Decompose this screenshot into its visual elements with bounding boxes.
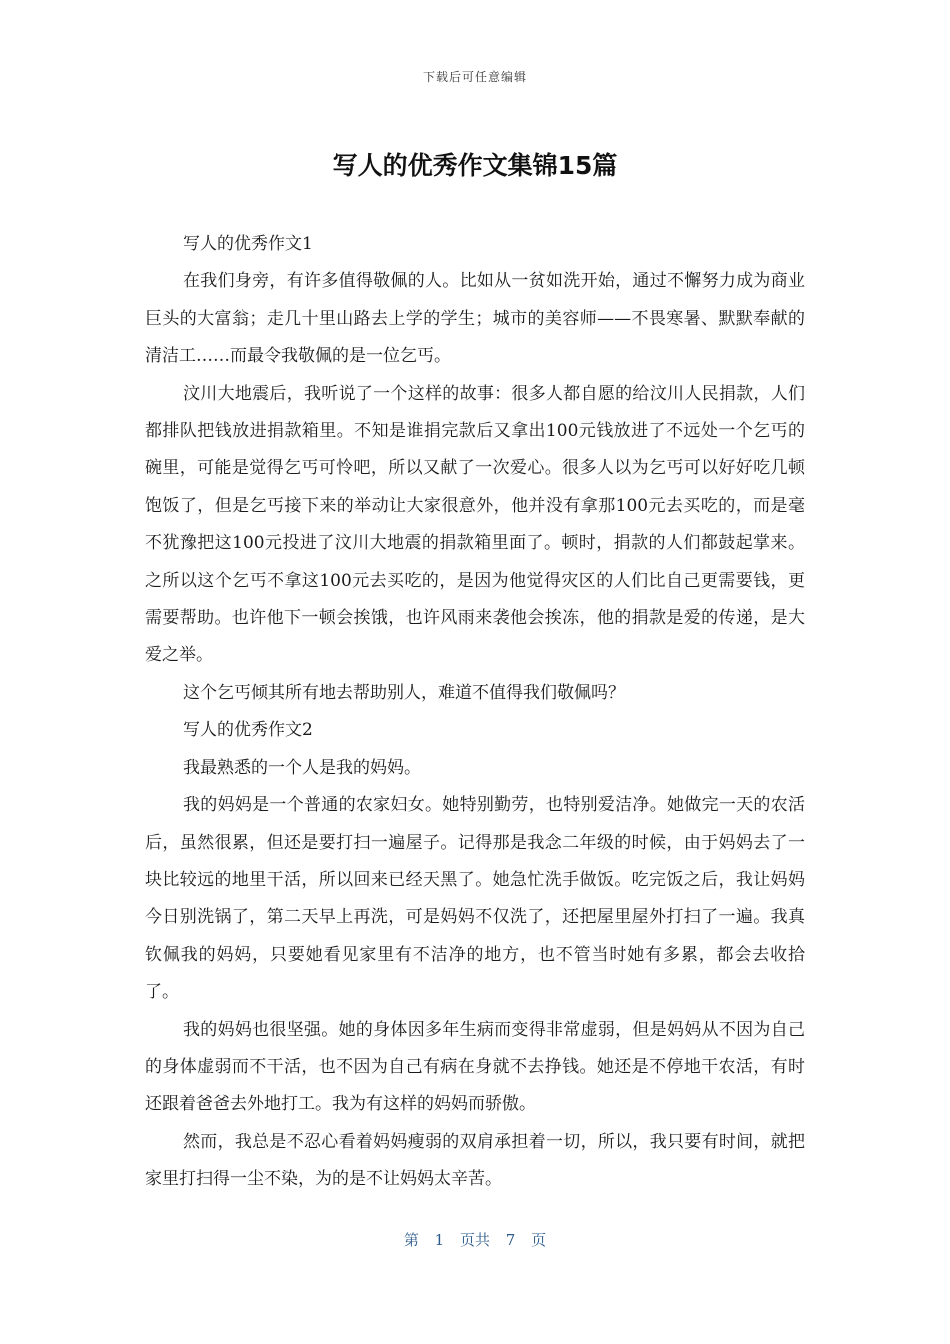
body-paragraph: 这个乞丐倾其所有地去帮助别人，难道不值得我们敬佩吗？ — [183, 682, 625, 703]
body-paragraph: 我的妈妈也很坚强。她的身体因多年生病而变得非常虚弱，但是妈妈从不因为自己的身体虚弱而不干活，也不因为自己有病在身就不去挣钱。她还是不停地干农活，有时还跟着爸爸去外地打工。我为有这样的妈妈而骄傲。 — [145, 1019, 805, 1115]
page-footer — [0, 1229, 950, 1250]
body-paragraph: 汶川大地震后，我听说了一个这样的故事：很多人都自愿的给汶川人民捐款，人们都排队把钱放进捐款箱里。不知是谁捐完款后又拿出100元钱放进了不远处一个乞丐的碗里，可能是觉得乞丐可怜吧，所以又献了一次爱心。很多人以为乞丐可以好好吃几顿饱饭了，但是乞丐接下来的举动让大家很意外，他并没有拿那100元去买吃的，而是毫不犹豫把这100元投进了汶川大地震的捐款箱里面了。顿时，捐款的人们都鼓起掌来。之所以这个乞丐不拿这100元去买吃的，是因为他觉得灾区的人们比自己更需要钱，更需要帮助。也许他下一顿会挨饿，也许风雨来袭他会挨冻，他的捐款是爱的传递，是大爱之举。 — [145, 383, 805, 666]
essay-heading: 写人的优秀作文2 — [183, 720, 313, 741]
body-paragraph: 我的妈妈是一个普通的农家妇女。她特别勤劳，也特别爱洁净。她做完一天的农活后，虽然很累，但还是要打扫一遍屋子。记得那是我念二年级的时候，由于妈妈去了一块比较远的地里干活，所以回来已经天黑了。她急忙洗手做饭。吃完饭之后，我让妈妈今日别洗锅了，第二天早上再洗，可是妈妈不仅洗了，还把屋里屋外打扫了一遍。我真钦佩我的妈妈，只要她看见家里有不洁净的地方，也不管当时她有多累，都会去收拾了。 — [145, 795, 805, 1003]
essay-heading: 写人的优秀作文1 — [183, 234, 313, 254]
footer-prefix: 第 — [403, 1231, 419, 1249]
footer-total-pages: 7 — [505, 1231, 516, 1249]
header-note: 下载后可任意编辑 — [422, 70, 527, 84]
document-body — [145, 226, 805, 1199]
document-title: 写人的优秀作文集锦15篇 — [332, 151, 618, 180]
footer-middle: 页共 — [459, 1231, 490, 1249]
footer-suffix: 页 — [531, 1231, 547, 1249]
footer-current-page: 1 — [434, 1231, 445, 1249]
body-paragraph: 在我们身旁，有许多值得敬佩的人。比如从一贫如洗开始，通过不懈努力成为商业巨头的大富翁；走几十里山路去上学的学生；城市的美容师——不畏寒暑、默默奉献的清洁工……而最令我敬佩的是一位乞丐。 — [145, 271, 805, 367]
body-paragraph: 然而，我总是不忍心看着妈妈瘦弱的双肩承担着一切，所以，我只要有时间，就把家里打扫得一尘不染，为的是不让妈妈太辛苦。 — [145, 1131, 805, 1190]
body-paragraph: 我最熟悉的一个人是我的妈妈。 — [183, 757, 421, 778]
